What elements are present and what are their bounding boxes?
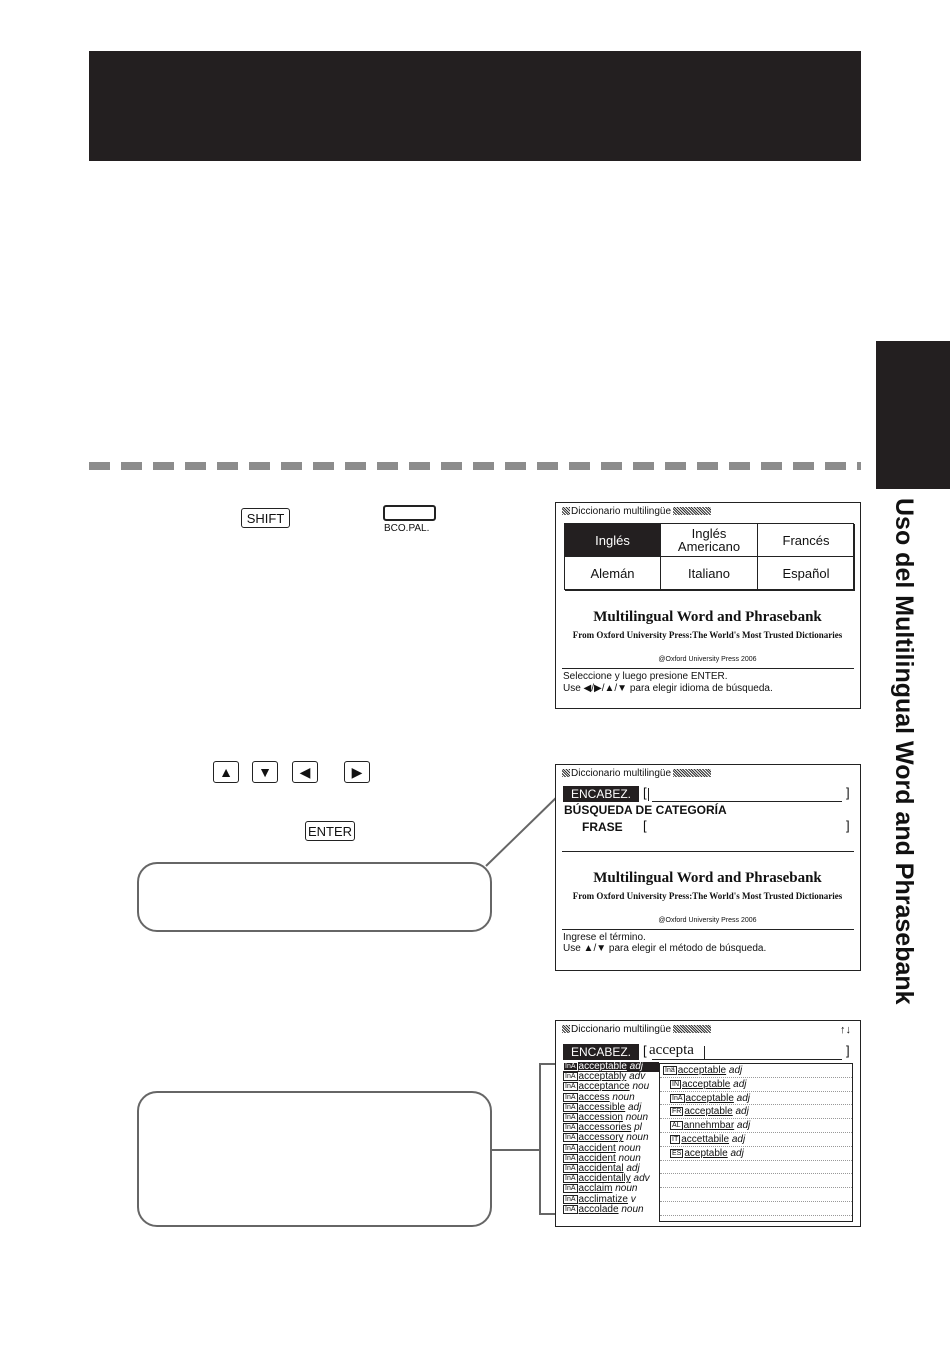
hint-line-2: Use ◀/▶/▲/▼ para elegir idioma de búsqueda.: [563, 683, 773, 694]
input-underline: [652, 801, 842, 802]
copyright: @Oxford University Press 2006: [658, 917, 757, 924]
part-of-speech: adv: [626, 1071, 646, 1083]
part-of-speech: adj: [734, 1120, 751, 1132]
entry-word: aceptable: [684, 1147, 728, 1159]
entry-word: access: [578, 1091, 610, 1103]
entry-word: accolade: [578, 1203, 619, 1215]
language-tag: FR: [672, 1108, 682, 1116]
headword-list: [563, 1062, 659, 1215]
copyright: @Oxford University Press 2006: [658, 656, 757, 663]
translation-row-empty: [660, 1161, 852, 1175]
translation-row-empty: [660, 1188, 852, 1202]
language-tag: InA: [672, 1094, 683, 1102]
language-tag: Inã: [665, 1067, 675, 1074]
language-tag: IN: [672, 1080, 679, 1088]
part-of-speech: noun: [623, 1132, 649, 1144]
entry-word: accessory: [578, 1132, 624, 1144]
entry-word: accessible: [578, 1101, 626, 1113]
language-tag: InA: [565, 1073, 576, 1081]
screen-title: Diccionario multilingüe: [562, 768, 711, 779]
screen-search-method: [555, 764, 861, 971]
book-title: Multilingual Word and Phrasebank: [593, 609, 822, 625]
language-tag: InA: [565, 1083, 576, 1091]
language-tag: InA: [565, 1175, 576, 1183]
bco-pal-key: [383, 505, 436, 521]
entry-word: acceptable: [685, 1092, 734, 1104]
part-of-speech: adj: [729, 1133, 746, 1145]
part-of-speech: adj: [626, 1062, 644, 1072]
entry-word: acceptance: [578, 1081, 630, 1093]
language-tag: InA: [565, 1154, 576, 1162]
part-of-speech: noun: [612, 1183, 638, 1195]
side-tab-title: Uso del Multilingual Word and Phrasebank: [890, 498, 918, 1005]
language-option-italiano[interactable]: Italiano: [661, 557, 758, 591]
text-cursor: [704, 1046, 705, 1059]
part-of-speech: noun: [618, 1203, 644, 1215]
entry-word: accettabile: [681, 1133, 730, 1145]
language-option-frances[interactable]: Francés: [758, 524, 855, 557]
entry-word: annehmbar: [683, 1120, 735, 1132]
translation-row[interactable]: [660, 1133, 852, 1147]
language-tag: InA: [565, 1093, 576, 1101]
translation-row-empty: [660, 1202, 852, 1216]
entry-word: accession: [578, 1112, 623, 1124]
entry-word: acclimatize: [578, 1193, 628, 1205]
translation-row[interactable]: [660, 1092, 852, 1106]
language-option-aleman[interactable]: Alemán: [565, 557, 661, 591]
open-bracket: [: [643, 785, 647, 800]
language-tag: IT: [672, 1135, 679, 1143]
part-of-speech: adj: [623, 1163, 640, 1175]
headword-label[interactable]: ENCABEZ.: [563, 786, 639, 802]
headword-list-item[interactable]: [563, 1205, 659, 1215]
close-bracket: ]: [846, 818, 850, 833]
callout-box-1: [137, 862, 492, 932]
part-of-speech: noun: [615, 1152, 641, 1164]
open-bracket: [: [643, 1043, 647, 1058]
entry-word: accessories: [578, 1122, 632, 1134]
phrase-label[interactable]: FRASE: [582, 820, 623, 834]
close-bracket: ]: [846, 785, 850, 800]
part-of-speech: adj: [726, 1065, 743, 1076]
language-tag: InA: [565, 1195, 576, 1203]
enter-key: ENTER: [305, 821, 355, 841]
part-of-speech: noun: [615, 1142, 641, 1154]
language-tag: AL: [672, 1122, 681, 1130]
language-option-espanol[interactable]: Español: [758, 557, 855, 591]
part-of-speech: adj: [727, 1147, 744, 1159]
entry-word: acceptable: [578, 1062, 627, 1072]
entry-word: acceptable: [684, 1106, 733, 1118]
screen-language-select: [555, 502, 861, 709]
search-input[interactable]: accepta: [649, 1042, 694, 1058]
entry-word: acceptable: [677, 1065, 727, 1076]
part-of-speech: adj: [625, 1101, 642, 1113]
part-of-speech: adv: [630, 1173, 650, 1185]
translation-pane: [659, 1063, 853, 1222]
hint-line-1: Seleccione y luego presione ENTER.: [563, 671, 728, 682]
entry-word: acceptably: [578, 1071, 627, 1083]
side-tab-block: [876, 341, 950, 489]
part-of-speech: nou: [629, 1081, 650, 1093]
up-arrow-key: ▲: [213, 761, 239, 783]
entry-word: accident: [578, 1152, 616, 1164]
part-of-speech: noun: [622, 1112, 649, 1124]
right-arrow-key: ▶: [344, 761, 370, 783]
book-subtitle: From Oxford University Press:The World's Most Trusted Dictionaries: [572, 891, 843, 901]
language-tag: InA: [565, 1063, 576, 1070]
screen-title: Diccionario multilingüe: [562, 506, 711, 517]
language-tag: InA: [565, 1205, 576, 1213]
translation-row[interactable]: [660, 1147, 852, 1161]
callout-box-2: [137, 1091, 492, 1227]
entry-word: accidentally: [578, 1173, 631, 1185]
language-tag: InA: [565, 1185, 576, 1193]
part-of-speech: pl: [631, 1122, 642, 1134]
divider: [562, 929, 854, 930]
translation-row[interactable]: [660, 1078, 852, 1092]
part-of-speech: adj: [732, 1106, 749, 1118]
dashed-divider: [89, 462, 861, 470]
callout-connector-2: [490, 1060, 560, 1220]
language-option-ingles-americano[interactable]: [661, 524, 758, 557]
entry-word: accidental: [578, 1163, 624, 1175]
divider: [562, 851, 854, 852]
text-cursor: [648, 788, 649, 801]
book-title: Multilingual Word and Phrasebank: [593, 870, 822, 886]
part-of-speech: noun: [609, 1091, 635, 1103]
left-arrow-key: ◀: [292, 761, 318, 783]
language-tag: InA: [565, 1144, 576, 1152]
headword-label[interactable]: ENCABEZ.: [563, 1044, 639, 1060]
category-search-label[interactable]: BÚSQUEDA DE CATEGORÍA: [564, 803, 727, 817]
language-label: Inglés Americano: [677, 526, 741, 554]
language-tag: InA: [565, 1134, 576, 1142]
translation-row-empty: [660, 1174, 852, 1188]
entry-word: acclaim: [578, 1183, 613, 1195]
language-grid: [564, 523, 854, 590]
language-tag: InA: [565, 1114, 576, 1122]
language-option-ingles[interactable]: Inglés: [565, 524, 661, 557]
entry-word: accident: [578, 1142, 616, 1154]
part-of-speech: v: [627, 1193, 636, 1205]
input-underline: [652, 1059, 842, 1060]
part-of-speech: adj: [733, 1092, 751, 1104]
entry-word: acceptable: [682, 1078, 731, 1090]
translation-row[interactable]: [660, 1064, 852, 1078]
hint-line-2: Use ▲/▼ para elegir el método de búsqueda.: [563, 943, 767, 954]
language-tag: ES: [672, 1149, 682, 1157]
open-bracket: [: [643, 818, 647, 833]
language-tag: InA: [565, 1124, 576, 1132]
bco-pal-caption: BCO.PAL.: [384, 523, 430, 534]
language-tag: InA: [565, 1165, 576, 1173]
shift-key: SHIFT: [241, 508, 290, 528]
screen-search-results: [555, 1020, 861, 1227]
screen-title: Diccionario multilingüe: [562, 1024, 711, 1035]
scroll-indicator-icon: ↑↓: [840, 1024, 851, 1036]
chapter-header-bar: [89, 51, 861, 161]
hint-line-1: Ingrese el término.: [563, 932, 646, 943]
book-subtitle: From Oxford University Press:The World's Most Trusted Dictionaries: [572, 630, 843, 640]
translation-row[interactable]: [660, 1119, 852, 1133]
down-arrow-key: ▼: [252, 761, 278, 783]
language-tag: InA: [565, 1103, 576, 1111]
close-bracket: ]: [846, 1043, 850, 1058]
divider: [562, 668, 854, 669]
translation-row[interactable]: [660, 1105, 852, 1119]
part-of-speech: adj: [730, 1078, 747, 1090]
